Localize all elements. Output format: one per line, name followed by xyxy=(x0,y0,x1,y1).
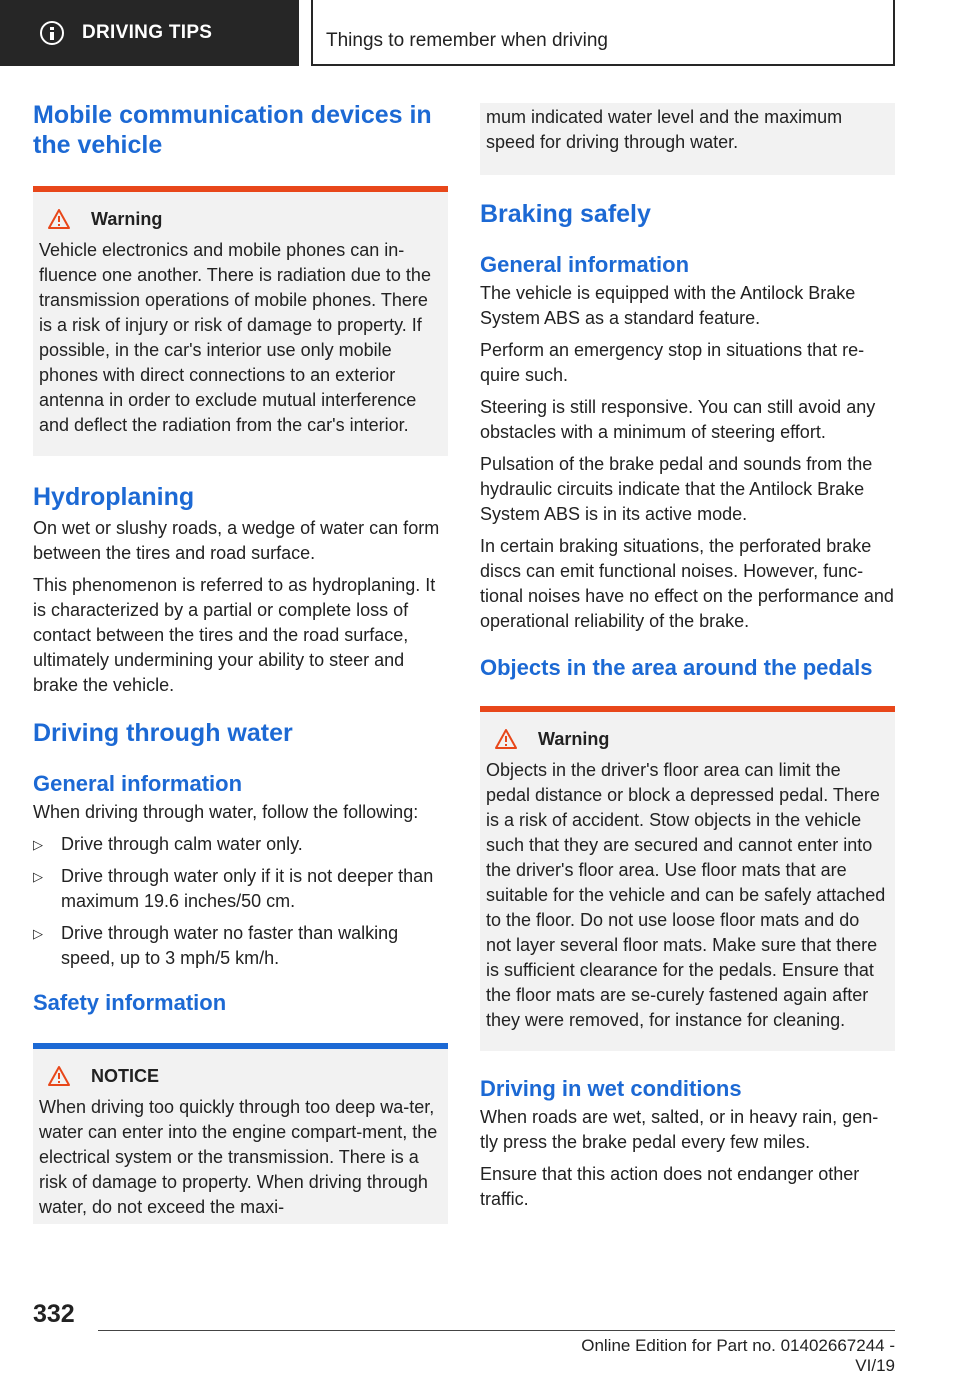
warning-label: Warning xyxy=(91,208,163,229)
triangle-bullet-icon: ▷ xyxy=(33,926,43,941)
header-divider xyxy=(311,0,313,66)
right-column xyxy=(480,103,895,1212)
page-number: 332 xyxy=(33,1300,75,1328)
triangle-bullet-icon: ▷ xyxy=(33,869,43,884)
warning-box xyxy=(480,706,895,1051)
water-intro: When driving through water, follow the following: xyxy=(33,802,419,822)
notice-label: NOTICE xyxy=(91,1065,160,1086)
water-heading: Driving through water xyxy=(33,719,293,747)
notice-continuation-text: mum indicated water level and the maximum speed for driving through water. xyxy=(486,107,843,152)
notice-header xyxy=(47,1063,442,1089)
warning-box xyxy=(33,186,448,456)
mobile-devices-heading: Mobile communication devices in the vehicle xyxy=(33,101,432,159)
list-item: ▷ Drive through water no faster than walking speed, up to 3 mph/5 km/h. xyxy=(33,921,448,971)
braking-paragraph: Pulsation of the brake pedal and sounds from the hydraulic circuits indicate that the Antilock Brake System ABS is in its active mode. xyxy=(480,454,873,524)
wet-paragraph: Ensure that this action does not endanger other traffic. xyxy=(480,1164,860,1209)
footer-rule xyxy=(98,1330,895,1331)
hydroplaning-paragraph: This phenomenon is referred to as hydroplaning. It is characterized by a partial or complete loss of contact between the tires and the road surface, ultimately undermining your ability to steer and brake the vehicle. xyxy=(33,575,436,695)
braking-heading: Braking safely xyxy=(480,200,651,228)
list-item: ▷ Drive through water only if it is not deeper than maximum 19.6 inches/50 cm. xyxy=(33,864,448,914)
hydroplaning-paragraph: On wet or slushy roads, a wedge of water can form between the tires and road surface. xyxy=(33,518,440,563)
wet-conditions-heading: Driving in wet conditions xyxy=(480,1076,742,1101)
warning-header xyxy=(47,206,442,232)
braking-paragraph: The vehicle is equipped with the Antilock Brake System ABS as a standard feature. xyxy=(480,283,856,328)
warning-triangle-icon xyxy=(494,728,518,750)
list-item: ▷ Drive through calm water only. xyxy=(33,832,448,857)
warning-header xyxy=(494,726,889,752)
braking-paragraph: Steering is still responsive. You can still avoid any obstacles with a minimum of steering effort. xyxy=(480,397,876,442)
left-column xyxy=(33,100,448,1224)
warning-label: Warning xyxy=(538,728,610,749)
section-title: Things to remember when driving xyxy=(326,30,608,51)
general-info-heading: General information xyxy=(480,252,690,277)
water-bullet-list xyxy=(33,832,448,971)
warning-text: Vehicle electronics and mobile phones can in-fluence one another. There is radiation due to the transmission operations of mobile phones. There is a risk of injury or risk of damage to property. If possible, in the car's interior use only mobile phones with direct connections to an exterior antenna in order to exclude mutual interference and deflect the radiation from the car's interior. xyxy=(39,240,431,435)
page-header xyxy=(0,0,960,66)
hydroplaning-heading: Hydroplaning xyxy=(33,483,195,511)
braking-paragraph: Perform an emergency stop in situations that re-quire such. xyxy=(480,340,865,385)
chapter-label: DRIVING TIPS xyxy=(82,22,213,43)
header-divider-right xyxy=(893,0,895,66)
warning-triangle-icon xyxy=(47,208,71,230)
safety-heading: Safety information xyxy=(33,990,227,1015)
pedals-heading: Objects in the area around the pedals xyxy=(480,655,873,680)
notice-box xyxy=(33,1043,448,1224)
edition-text: Online Edition for Part no. 01402667244 - VI/19 xyxy=(581,1336,895,1375)
chapter-tab xyxy=(0,0,299,66)
warning-triangle-icon xyxy=(47,1065,71,1087)
info-icon xyxy=(40,21,64,45)
general-info-heading: General information xyxy=(33,771,243,796)
header-underline xyxy=(311,64,895,66)
triangle-bullet-icon: ▷ xyxy=(33,837,43,852)
notice-text: When driving too quickly through too deep wa-ter, water can enter into the engine compart-ment, the electrical system or the transmission. There is a risk of damage to property. When driving through water, do not exceed the maxi- xyxy=(39,1097,438,1217)
notice-continuation-box xyxy=(480,103,895,175)
wet-paragraph: When roads are wet, salted, or in heavy rain, gen-tly press the brake pedal every few miles. xyxy=(480,1107,879,1152)
warning-text: Objects in the driver's floor area can limit the pedal distance or block a depressed pedal. There is a risk of accident. Stow objects in the vehicle such that they are secured and cannot enter into the driver's floor area. Use floor mats that are suitable for the vehicle and can be safely attached to the floor. Do not use loose floor mats and do not layer several floor mats. Make sure that there is sufficient clearance for the pedals. Ensure that the floor mats are se-curely fastened again after they were removed, for instance for cleaning. xyxy=(486,760,886,1030)
braking-paragraph: In certain braking situations, the perforated brake discs can emit functional noises. However, func-tional noises have no effect on the performance and operational reliability of the brake. xyxy=(480,536,894,631)
